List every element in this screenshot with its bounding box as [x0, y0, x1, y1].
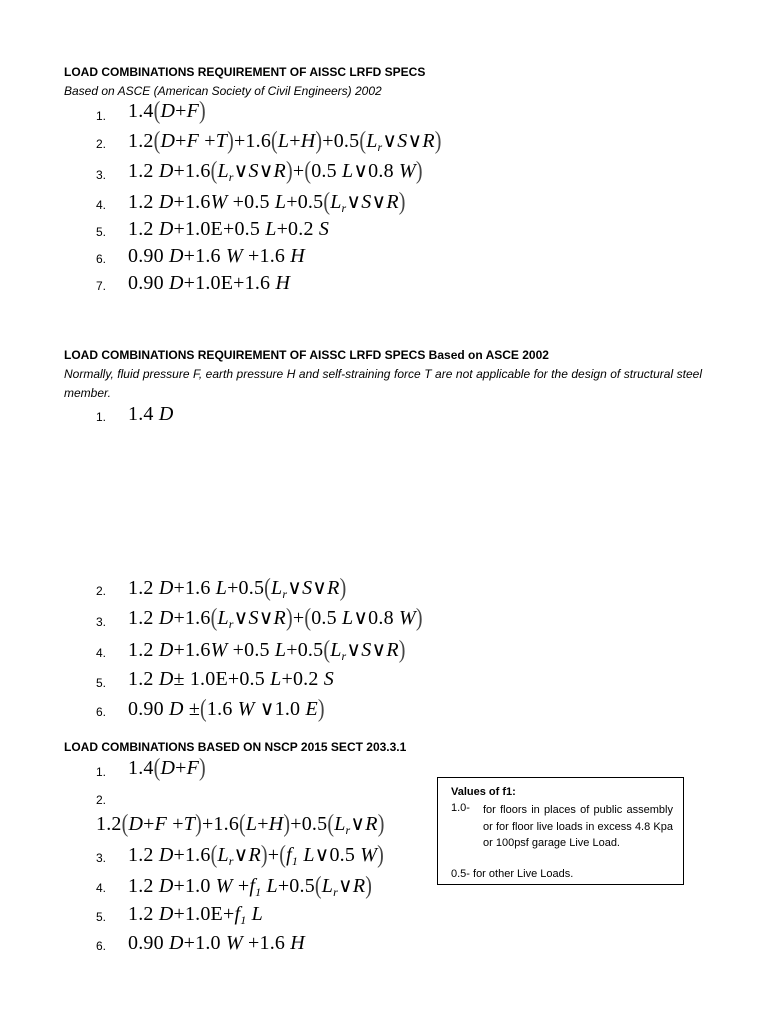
section1-number: 4.	[96, 198, 107, 212]
f1-box-title: Values of f1:	[451, 786, 516, 798]
section2-number: 6.	[96, 705, 107, 719]
section2-number: 5.	[96, 676, 107, 690]
section2-equation-1: 1.4 D	[128, 403, 174, 425]
section2-number: 2.	[96, 584, 107, 598]
section1-number: 5.	[96, 225, 107, 239]
section1-number: 3.	[96, 168, 107, 182]
section2-number: 4.	[96, 646, 107, 660]
section2-note: Normally, fluid pressure F, earth pressure H and self-straining force T are not applicable for the design of structural steel member.	[64, 367, 702, 400]
section2-equation-5: 1.2 D± 1.0E+0.5 L+0.2 S	[128, 668, 334, 690]
section1-number: 6.	[96, 252, 107, 266]
f1-box-item2: 0.5- for other Live Loads.	[451, 868, 574, 880]
section1-number: 2.	[96, 137, 107, 151]
section1-equation-1: 1.4(D+F)	[128, 97, 206, 125]
section3-equation-2: $1.2(D+F +T)+1.6(L+H)+0.5(L_r\vee R)$	[96, 810, 385, 838]
section3-number: 5.	[96, 910, 107, 924]
section2-equation-2: 1.2 D+1.6 $L+0.5(L_r\vee S\vee R)$	[128, 574, 347, 602]
section3-equation-4: 1.2 D+1.0 $W +f_1$ $L+0.5(L_r\vee R)$	[128, 872, 373, 900]
section2-equation-6: 0.90 D ±(1.6 W ∨1.0 E)	[128, 695, 325, 723]
section2-heading: LOAD COMBINATIONS REQUIREMENT OF AISSC LRFD SPECS Based on ASCE 2002	[64, 348, 549, 362]
section3-number: 6.	[96, 939, 107, 953]
section1-equation-7: 0.90 D+1.0E+1.6 H	[128, 272, 291, 294]
section1-equation-6: 0.90 D+1.6 W +1.6 H	[128, 245, 305, 267]
section2-equation-3: 1.2 $D+1.6(L_r\vee S\vee R)+(0.5$ L∨0.8 W)	[128, 604, 423, 632]
section3-equation-6: 0.90 D+1.0 W +1.6 H	[128, 932, 305, 954]
section3-number: 3.	[96, 851, 107, 865]
section3-heading: LOAD COMBINATIONS BASED ON NSCP 2015 SECT 203.3.1	[64, 740, 407, 754]
section3-number: 2.	[96, 793, 107, 807]
section3-equation-5: 1.2 $D+1.0E+f_1$ L	[128, 903, 263, 927]
section1-equation-2: $1.2(D+F +T)+1.6(L+H)+0.5(L_r\vee S\vee R)$	[128, 127, 442, 155]
section1-number: 7.	[96, 279, 107, 293]
section3-equation-1: 1.4(D+F)	[128, 754, 206, 782]
section1-equation-5: 1.2 D+1.0E+0.5 L+0.2 S	[128, 218, 330, 240]
section1-heading: LOAD COMBINATIONS REQUIREMENT OF AISSC LRFD SPECS	[64, 65, 426, 79]
section3-number: 1.	[96, 765, 107, 779]
section2-equation-4: 1.2 D+1.6W +0.5 $L+0.5(L_r\vee S\vee R)$	[128, 636, 406, 664]
section3-number: 4.	[96, 881, 107, 895]
f1-box-item1-text: for floors in places of public assembly or for floor live loads in excess 4.8 Kpa or 100psf garage Live Load.	[483, 804, 673, 849]
f1-box-item1-label: 1.0-	[451, 802, 470, 814]
section1-number: 1.	[96, 109, 107, 123]
section1-subtitle: Based on ASCE (American Society of Civil Engineers) 2002	[64, 84, 382, 98]
f1-values-box	[437, 777, 684, 885]
section1-equation-3: 1.2 $D+1.6(L_r\vee S\vee R)+(0.5$ L∨0.8 W)	[128, 157, 423, 185]
section3-equation-3: 1.2 $D+1.6(L_r\vee R)+(f_1$ L∨0.5 W)	[128, 841, 385, 869]
section2-number: 1.	[96, 410, 107, 424]
section1-equation-4: 1.2 D+1.6W +0.5 $L+0.5(L_r\vee S\vee R)$	[128, 188, 406, 216]
section2-number: 3.	[96, 615, 107, 629]
